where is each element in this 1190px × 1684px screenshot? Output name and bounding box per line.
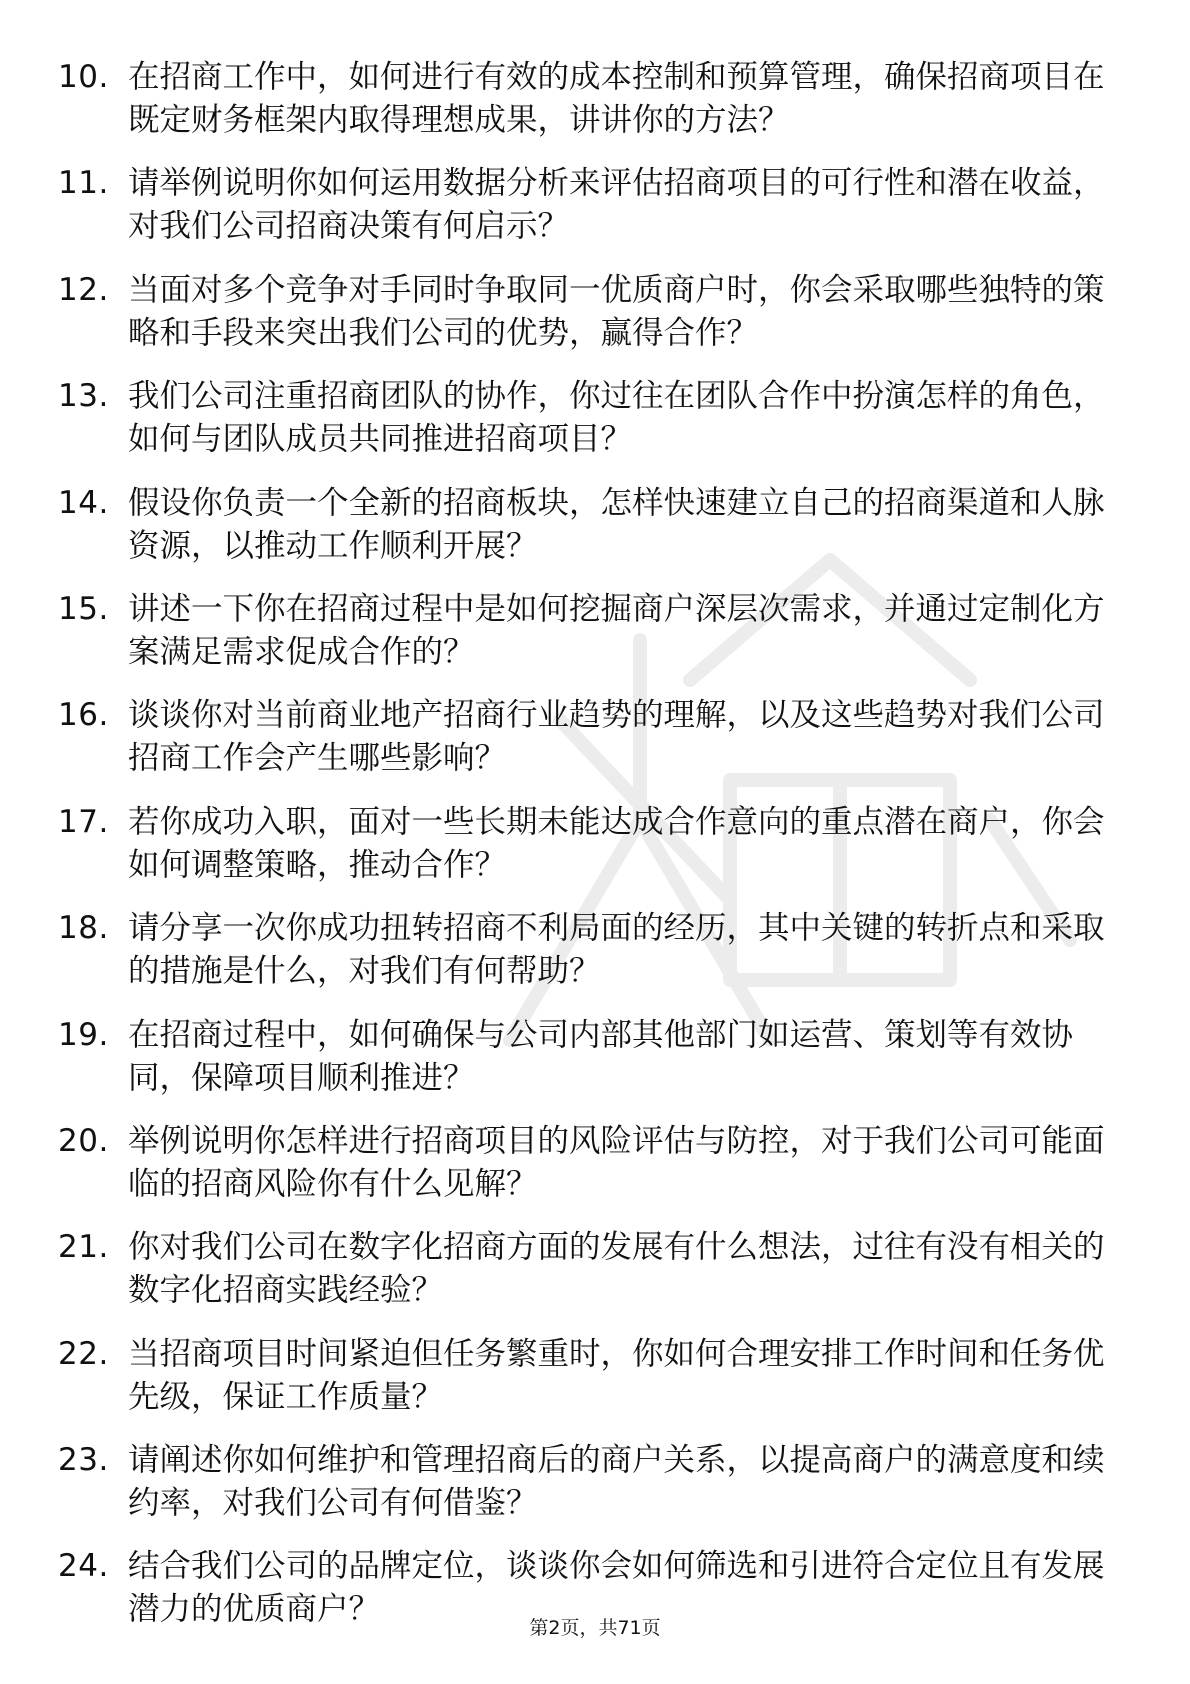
question-text: 当招商项目时间紧迫但任务繁重时，你如何合理安排工作时间和任务优先级，保证工作质量？ [128, 1335, 1105, 1415]
question-item [58, 694, 1118, 800]
question-item [58, 1120, 1118, 1226]
question-text: 你对我们公司在数字化招商方面的发展有什么想法，过往有没有相关的数字化招商实践经验？ [128, 1229, 1105, 1309]
question-list [58, 56, 1118, 1652]
question-item [58, 56, 1118, 162]
question-number: 12. [58, 271, 109, 308]
question-item [58, 482, 1118, 588]
question-text: 请举例说明你如何运用数据分析来评估招商项目的可行性和潜在收益，对我们公司招商决策有何启示？ [128, 165, 1105, 245]
question-text: 在招商过程中，如何确保与公司内部其他部门如运营、策划等有效协同，保障项目顺利推进？ [128, 1016, 1074, 1096]
question-text: 结合我们公司的品牌定位，谈谈你会如何筛选和引进符合定位且有发展潜力的优质商户？ [128, 1548, 1105, 1628]
question-item [58, 1014, 1118, 1120]
question-number: 13. [58, 378, 109, 415]
question-number: 21. [58, 1229, 109, 1266]
question-number: 22. [58, 1335, 109, 1372]
question-number: 11. [58, 165, 109, 202]
question-item [58, 162, 1118, 268]
question-item [58, 1226, 1118, 1332]
question-text: 在招商工作中，如何进行有效的成本控制和预算管理，确保招商项目在既定财务框架内取得理想成果，讲讲你的方法？ [128, 59, 1105, 138]
question-text: 请阐述你如何维护和管理招商后的商户关系，以提高商户的满意度和续约率，对我们公司有何借鉴？ [128, 1442, 1105, 1522]
question-item [58, 269, 1118, 375]
question-text: 我们公司注重招商团队的协作，你过往在团队合作中扮演怎样的角色，如何与团队成员共同推进招商项目？ [128, 378, 1105, 458]
question-text: 当面对多个竞争对手同时争取同一优质商户时，你会采取哪些独特的策略和手段来突出我们公司的优势，赢得合作？ [128, 271, 1105, 351]
question-number: 24. [58, 1548, 109, 1585]
question-number: 20. [58, 1122, 109, 1159]
question-item [58, 907, 1118, 1013]
question-item [58, 1439, 1118, 1545]
question-item [58, 375, 1118, 481]
question-number: 17. [58, 803, 109, 840]
question-text: 谈谈你对当前商业地产招商行业趋势的理解，以及这些趋势对我们公司招商工作会产生哪些影响？ [128, 697, 1105, 777]
question-number: 18. [58, 910, 109, 947]
page-footer: 第2页，共71页 [529, 1617, 661, 1639]
question-number: 10. [58, 59, 109, 95]
question-number: 14. [58, 484, 109, 521]
question-text: 假设你负责一个全新的招商板块，怎样快速建立自己的招商渠道和人脉资源，以推动工作顺利开展？ [128, 484, 1105, 564]
question-number: 23. [58, 1442, 109, 1479]
question-text: 请分享一次你成功扭转招商不利局面的经历，其中关键的转折点和采取的措施是什么，对我们有何帮助？ [128, 910, 1105, 990]
question-item [58, 588, 1118, 694]
question-number: 15. [58, 590, 109, 627]
question-text: 举例说明你怎样进行招商项目的风险评估与防控，对于我们公司可能面临的招商风险你有什么见解？ [128, 1122, 1105, 1202]
question-item [58, 1333, 1118, 1439]
question-text: 若你成功入职，面对一些长期未能达成合作意向的重点潜在商户，你会如何调整策略，推动合作？ [128, 803, 1105, 883]
question-number: 16. [58, 697, 109, 734]
question-text: 讲述一下你在招商过程中是如何挖掘商户深层次需求，并通过定制化方案满足需求促成合作的？ [128, 590, 1105, 670]
question-number: 19. [58, 1016, 109, 1053]
question-item [58, 801, 1118, 907]
